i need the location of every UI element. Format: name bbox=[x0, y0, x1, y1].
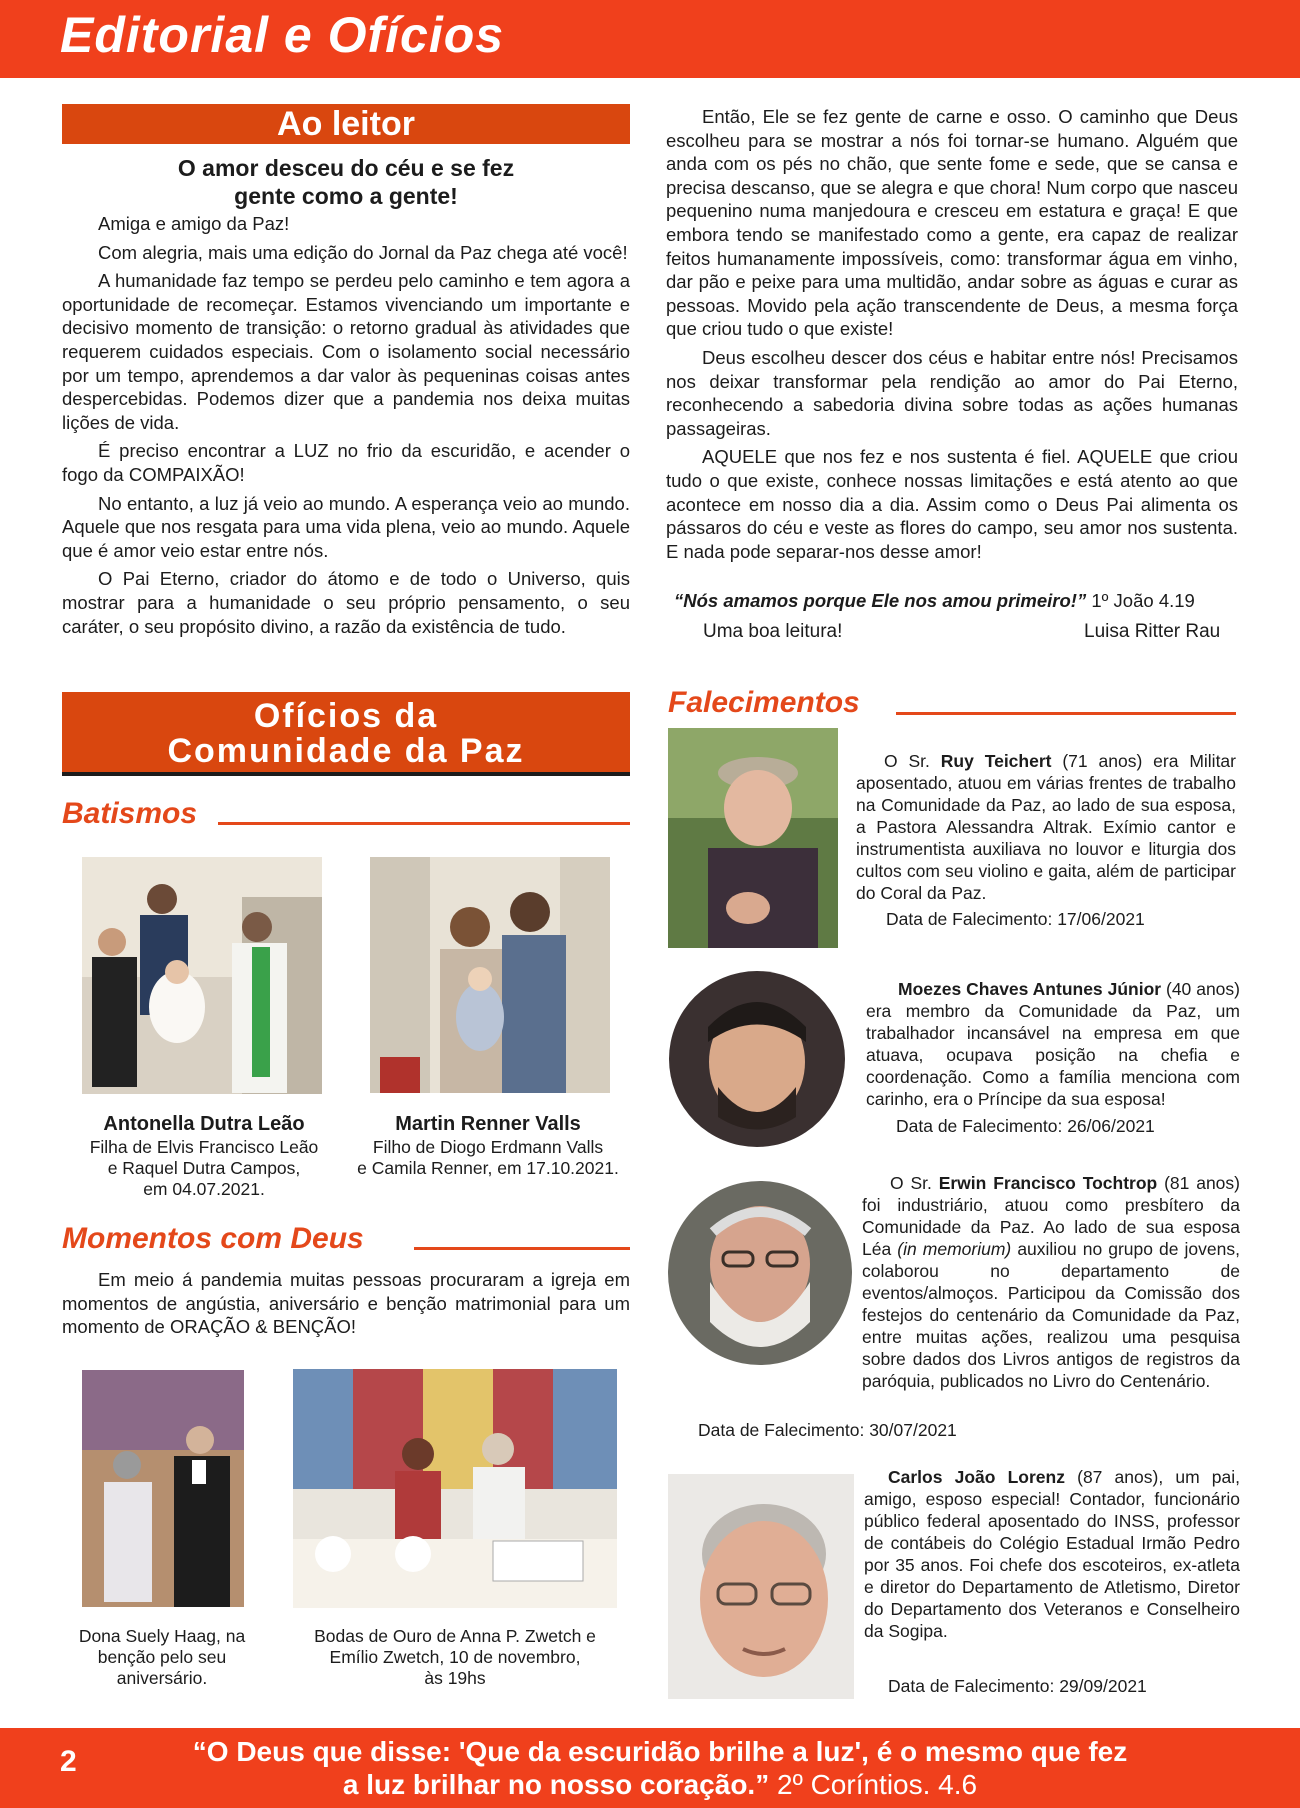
section-rule bbox=[218, 822, 630, 825]
editorial-paragraph: Com alegria, mais uma edição do Jornal da Paz chega até você! bbox=[98, 241, 628, 263]
baptism-caption-line: Filha de Elvis Francisco Leão bbox=[89, 1137, 319, 1157]
obituary-memoriam: (in memorium) bbox=[897, 1239, 1012, 1259]
baptism-caption-line: e Camila Renner, em 17.10.2021. bbox=[357, 1158, 619, 1178]
momentos-caption-line: Emílio Zwetch, 10 de novembro, bbox=[329, 1647, 581, 1667]
footer-quote-text: a luz brilhar no nosso coração.” bbox=[342, 1769, 770, 1800]
footer-quote-line-1: “O Deus que disse: 'Que da escuridão brilhe a luz', é o mesmo que fez bbox=[192, 1736, 1128, 1767]
momentos-caption-line: benção pelo seu bbox=[97, 1647, 227, 1667]
footer-quote-line-2 bbox=[120, 1768, 1200, 1801]
obituary-date: Data de Falecimento: 17/06/2021 bbox=[886, 909, 1145, 929]
portrait-erwin-tochtrop bbox=[668, 1172, 852, 1375]
footer-quote bbox=[120, 1735, 1200, 1801]
obituary-name: Ruy Teichert bbox=[940, 751, 1052, 771]
bible-quote-ref: 1º João 4.19 bbox=[1091, 590, 1195, 611]
page-title: Editorial e Ofícios bbox=[60, 7, 505, 63]
momentos-paragraph: Em meio á pandemia muitas pessoas procuraram a igreja em momentos de angústia, aniversário e benção matrimonial para um momento de ORAÇÃO & BENÇÃO! bbox=[62, 1269, 630, 1338]
baptism-caption-line: e Raquel Dutra Campos, bbox=[107, 1158, 301, 1178]
baptism-photo-antonella bbox=[82, 857, 322, 1094]
oficios-title-line-1: Ofícios da bbox=[253, 697, 439, 735]
editorial-paragraph: Amiga e amigo da Paz! bbox=[98, 213, 290, 234]
obituary-carlos-lorenz bbox=[864, 1466, 1240, 1642]
editorial-left-column bbox=[62, 212, 630, 643]
momentos-caption-bodas bbox=[282, 1626, 628, 1689]
momentos-text bbox=[62, 1268, 630, 1344]
momentos-caption-line: aniversário. bbox=[116, 1668, 208, 1688]
editorial-paragraph: O Pai Eterno, criador do átomo e de todo o Universo, quis mostrar para a humanidade o seu próprio pensamento, o seu caráter, o seu propósito divino, a razão da existência de tudo. bbox=[62, 568, 630, 637]
momentos-caption-line: Bodas de Ouro de Anna P. Zwetch e bbox=[314, 1626, 596, 1646]
baptism-name: Antonella Dutra Leão bbox=[103, 1113, 305, 1135]
editorial-paragraph: Deus escolheu descer dos céus e habitar entre nós! Precisamos nos deixar transformar pela rendição ao amor do Pai Eterno, reconhecendo a sabedoria divina sobre todas as ações humanas passageiras. bbox=[666, 346, 1238, 439]
author-signature: Luisa Ritter Rau bbox=[1084, 621, 1221, 642]
obituary-prefix: O Sr. bbox=[890, 1173, 932, 1193]
editorial-subtitle-line-2: gente como a gente! bbox=[234, 183, 458, 209]
bible-quote bbox=[674, 590, 1238, 612]
obituary-text: (40 anos) era membro da Comunidade da Paz, um trabalhador incansável na empresa em que atuava, ocupava posição na chefia e coordenação. Como a família menciona com carinho, era o Príncipe da sua esposa! bbox=[866, 979, 1240, 1109]
portrait-carlos-lorenz bbox=[668, 1474, 854, 1699]
baptism-caption-martin bbox=[338, 1111, 638, 1179]
portrait-moezes-antunes bbox=[668, 967, 846, 1151]
baptism-photo-martin bbox=[370, 857, 610, 1093]
editorial-paragraph: A humanidade faz tempo se perdeu pelo caminho e tem agora a oportunidade de recomeçar. Estamos vivenciando um importante e decisivo momento de transição: o retorno gradual às atividades que requerem cuidados especiais. Com o isolamento social necessário por um tempo, aprendemos a dar valor às pequeninas coisas antes despercebidas. Podemos dizer que a pandemia nos deixa muitas lições de vida. bbox=[62, 270, 630, 433]
closing-greeting: Uma boa leitura! bbox=[703, 621, 843, 642]
editorial-paragraph: AQUELE que nos fez e nos sustenta é fiel. AQUELE que criou tudo o que existe, conhece nossas limitações e está atento ao que acontece em nosso dia a dia. Assim como o Deus Pai alimenta os pássaros do céu e veste as flores do campo, seu amor nos sustenta. E nada pode separar-nos desse amor! bbox=[666, 446, 1238, 562]
baptism-name: Martin Renner Valls bbox=[395, 1113, 581, 1135]
momentos-caption-suely bbox=[62, 1626, 262, 1689]
obituary-date: Data de Falecimento: 29/09/2021 bbox=[888, 1676, 1147, 1696]
obituary-date: Data de Falecimento: 26/06/2021 bbox=[896, 1116, 1155, 1136]
obituary-text: (87 anos), um pai, amigo, esposo especial! Contador, funcionário público federal aposentado do INSS, professor de contábeis do Colégio Estadual Irmão Pedro por 35 anos. Foi chefe dos escoteiros, ex-atleta e diretor do Departamento de Atletismo, Diretor do Departamento dos Veteranos e Conselheiro da Sogipa. bbox=[864, 1467, 1241, 1641]
momentos-photo-suely bbox=[82, 1370, 244, 1607]
baptism-caption-line: Filho de Diogo Erdmann Valls bbox=[372, 1137, 604, 1157]
obituary-moezes-antunes bbox=[866, 978, 1240, 1110]
falecimentos-heading: Falecimentos bbox=[668, 686, 860, 719]
obituary-text: auxiliou no grupo de jovens, colaborou no departamento de eventos/almoços. Participou da Comissão dos festejos do centenário da Comunidade da Paz, entre muitas ações, realizou uma pesquisa sobre dados dos Livros antigos de registros da paróquia, publicados no Livro do Centenário. bbox=[862, 1239, 1240, 1391]
obituary-prefix: O Sr. bbox=[884, 751, 930, 771]
editorial-paragraph: Então, Ele se fez gente de carne e osso. O caminho que Deus escolheu para se mostrar a nós foi tornar-se humano. Alguém que anda com os pés no chão, que sente fome e sede, que se cansa e precisa descanso, que se alegra e que chora! Num corpo que nasceu pequenino numa manjedoura e cresceu em estatura e graça! E que embora tendo se manifestado como a gente, era capaz de realizar feitos humanamente impossíveis, como: transformar água em vinho, dar pão e peixe para uma multidão, andar sobre as águas e curar as pessoas. Movido pela ação transcendente de Deus, a mesma força que criou tudo o que existe! bbox=[666, 106, 1238, 340]
bible-quote-text: “Nós amamos porque Ele nos amou primeiro!” bbox=[674, 590, 1087, 611]
obituary-name: Carlos João Lorenz bbox=[888, 1467, 1065, 1487]
obituary-text: (71 anos) era Militar aposentado, atuou em várias frentes de trabalho na Comunidade da Paz, ao lado de sua esposa, a Pastora Alessandra Altrak. Exímio cantor e instrumentista auxiliava no louvor e liturgia dos cultos com seu violino e gaita, além de participar do Coral da Paz. bbox=[856, 751, 1236, 903]
oficios-title-line-2: Comunidade da Paz bbox=[167, 732, 525, 770]
momentos-photo-bodas bbox=[293, 1369, 617, 1608]
footer-quote-ref: 2º Coríntios. 4.6 bbox=[777, 1769, 978, 1800]
section-rule bbox=[414, 1247, 630, 1250]
baptism-caption-line: em 04.07.2021. bbox=[143, 1179, 265, 1199]
momentos-caption-line: Dona Suely Haag, na bbox=[78, 1626, 246, 1646]
obituary-name: Erwin Francisco Tochtrop bbox=[938, 1173, 1158, 1193]
editorial-paragraph: No entanto, a luz já veio ao mundo. A esperança veio ao mundo. Aquele que nos resgata para uma vida plena, veio ao mundo. Aquele que é amor veio estar entre nós. bbox=[62, 492, 630, 561]
editorial-paragraph: É preciso encontrar a LUZ no frio da escuridão, e acender o fogo da COMPAIXÃO! bbox=[62, 440, 630, 485]
editorial-subtitle bbox=[62, 154, 630, 210]
editorial-right-column bbox=[666, 105, 1238, 568]
momentos-caption-line: às 19hs bbox=[424, 1668, 486, 1688]
obituary-erwin-tochtrop-intro bbox=[862, 1172, 1240, 1392]
baptism-caption-antonella bbox=[62, 1111, 346, 1200]
batismos-heading: Batismos bbox=[62, 797, 198, 830]
obituary-name: Moezes Chaves Antunes Júnior bbox=[898, 979, 1162, 999]
portrait-ruy-teichert bbox=[668, 728, 838, 948]
oficios-banner bbox=[62, 692, 630, 776]
section-rule bbox=[896, 712, 1236, 715]
ao-leitor-banner: Ao leitor bbox=[62, 104, 630, 144]
obituary-ruy-teichert bbox=[856, 750, 1236, 904]
page-number: 2 bbox=[60, 1745, 77, 1778]
obituary-date: Data de Falecimento: 30/07/2021 bbox=[698, 1420, 957, 1440]
obituary-text: (81 anos) foi industriário, atuou como presbítero da Comunidade da Paz. Ao lado de sua esposa Léa bbox=[862, 1173, 1240, 1259]
editorial-subtitle-line-1: O amor desceu do céu e se fez bbox=[177, 155, 515, 181]
momentos-heading: Momentos com Deus bbox=[62, 1222, 364, 1255]
